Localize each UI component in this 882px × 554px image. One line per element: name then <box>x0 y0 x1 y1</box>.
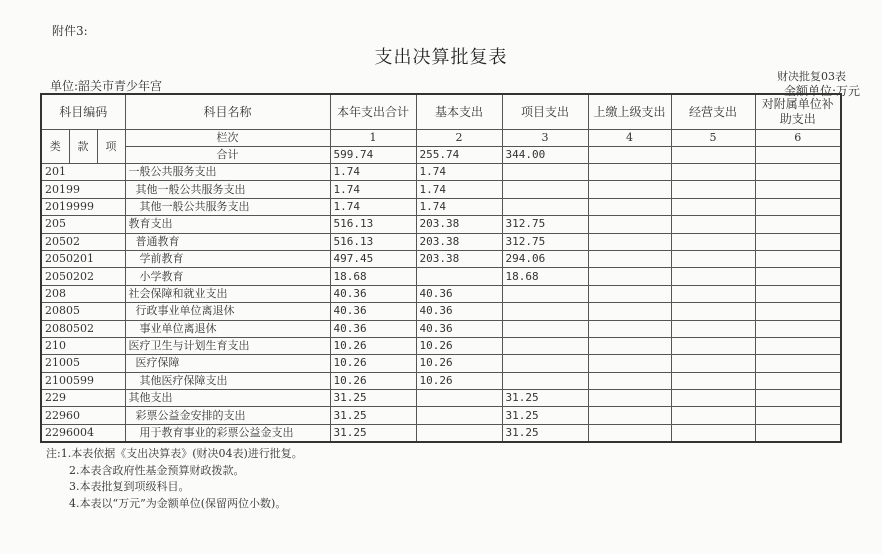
cell-project: 312.75 <box>502 216 588 233</box>
cell-business <box>671 164 755 181</box>
table-row <box>41 233 841 250</box>
subject-code: 21005 <box>41 355 125 372</box>
note-item: 4.本表以“万元”为金额单位(保留两位小数)。 <box>69 496 287 510</box>
cell-total: 10.26 <box>330 355 416 372</box>
subject-name: 普通教育 <box>125 233 330 250</box>
cell-upper <box>588 250 671 267</box>
header-xiang: 项 <box>97 130 125 164</box>
subject-code: 205 <box>41 216 125 233</box>
table-row <box>41 337 841 354</box>
cell-upper <box>588 216 671 233</box>
table-row <box>41 407 841 424</box>
cell-basic: 1.74 <box>416 164 502 181</box>
cell-upper <box>588 181 671 198</box>
header-name: 科目名称 <box>125 94 330 130</box>
amount-unit: 金额单位:万元 <box>783 84 860 98</box>
cell-subsidy <box>755 407 841 424</box>
header-business: 经营支出 <box>671 94 755 130</box>
cell-upper <box>588 303 671 320</box>
cell-upper <box>588 337 671 354</box>
subject-name: 其他支出 <box>125 390 330 407</box>
col-number: 4 <box>588 130 671 147</box>
cell-total: 1.74 <box>330 164 416 181</box>
total-project: 344.00 <box>502 147 588 164</box>
cell-project <box>502 320 588 337</box>
subject-name: 一般公共服务支出 <box>125 164 330 181</box>
subject-name: 学前教育 <box>125 250 330 267</box>
cell-subsidy <box>755 216 841 233</box>
subject-code: 2100599 <box>41 372 125 389</box>
cell-upper <box>588 233 671 250</box>
subject-name: 用于教育事业的彩票公益金支出 <box>125 424 330 442</box>
note-item: 2.本表含政府性基金预算财政拨款。 <box>69 463 245 477</box>
subject-code: 2050202 <box>41 268 125 285</box>
cell-subsidy <box>755 181 841 198</box>
cell-total: 497.45 <box>330 250 416 267</box>
cell-subsidy <box>755 337 841 354</box>
cell-upper <box>588 407 671 424</box>
cell-basic: 203.38 <box>416 233 502 250</box>
header-code: 科目编码 <box>41 94 125 130</box>
cell-project: 31.25 <box>502 407 588 424</box>
page-title: 支出决算批复表 <box>374 47 508 68</box>
column-number-row <box>41 130 841 147</box>
cell-business <box>671 337 755 354</box>
subject-code: 210 <box>41 337 125 354</box>
cell-total: 40.36 <box>330 285 416 302</box>
table-row <box>41 372 841 389</box>
table-row <box>41 303 841 320</box>
cell-business <box>671 216 755 233</box>
cell-business <box>671 233 755 250</box>
subject-code: 2019999 <box>41 198 125 215</box>
cell-subsidy <box>755 355 841 372</box>
expenditure-table <box>40 93 842 443</box>
table-row <box>41 164 841 181</box>
cell-business <box>671 198 755 215</box>
cell-business <box>671 303 755 320</box>
cell-basic: 10.26 <box>416 372 502 389</box>
total-basic: 255.74 <box>416 147 502 164</box>
cell-upper <box>588 198 671 215</box>
lanci-label: 栏次 <box>125 130 330 147</box>
subject-name: 教育支出 <box>125 216 330 233</box>
cell-subsidy <box>755 372 841 389</box>
cell-project <box>502 181 588 198</box>
cell-total: 31.25 <box>330 407 416 424</box>
cell-business <box>671 181 755 198</box>
table-row <box>41 320 841 337</box>
cell-project: 18.68 <box>502 268 588 285</box>
col-number: 2 <box>416 130 502 147</box>
subject-name: 其他一般公共服务支出 <box>125 198 330 215</box>
subject-code: 20199 <box>41 181 125 198</box>
cell-upper <box>588 164 671 181</box>
subject-name: 彩票公益金安排的支出 <box>125 407 330 424</box>
total-row <box>41 147 841 164</box>
col-number: 5 <box>671 130 755 147</box>
col-number: 1 <box>330 130 416 147</box>
cell-business <box>671 250 755 267</box>
header-total: 本年支出合计 <box>330 94 416 130</box>
table-row <box>41 198 841 215</box>
subject-name: 其他一般公共服务支出 <box>125 181 330 198</box>
header-basic: 基本支出 <box>416 94 502 130</box>
header-lei: 类 <box>41 130 69 164</box>
subject-code: 229 <box>41 390 125 407</box>
col-number: 3 <box>502 130 588 147</box>
cell-basic: 1.74 <box>416 181 502 198</box>
subject-code: 20805 <box>41 303 125 320</box>
subject-name: 小学教育 <box>125 268 330 285</box>
total-label: 合计 <box>125 147 330 164</box>
cell-project <box>502 372 588 389</box>
cell-subsidy <box>755 320 841 337</box>
cell-project: 31.25 <box>502 424 588 442</box>
cell-business <box>671 424 755 442</box>
cell-basic: 40.36 <box>416 285 502 302</box>
note-item: 3.本表批复到项级科目。 <box>69 480 190 494</box>
subject-name: 医疗保障 <box>125 355 330 372</box>
cell-project: 31.25 <box>502 390 588 407</box>
cell-upper <box>588 320 671 337</box>
header-subsidy: 对附属单位补助支出 <box>755 94 841 130</box>
cell-project <box>502 164 588 181</box>
table-row <box>41 285 841 302</box>
note-item: 注:1.本表依据《支出决算表》(财决04表)进行批复。 <box>46 447 303 460</box>
cell-subsidy <box>755 250 841 267</box>
subject-code: 20502 <box>41 233 125 250</box>
cell-subsidy <box>755 268 841 285</box>
total-business <box>671 147 755 164</box>
attachment-label: 附件3: <box>52 24 88 38</box>
cell-total: 516.13 <box>330 233 416 250</box>
cell-business <box>671 268 755 285</box>
subject-name: 社会保障和就业支出 <box>125 285 330 302</box>
cell-project: 294.06 <box>502 250 588 267</box>
col-number: 6 <box>755 130 841 147</box>
cell-project <box>502 285 588 302</box>
table-row <box>41 390 841 407</box>
cell-total: 516.13 <box>330 216 416 233</box>
cell-total: 1.74 <box>330 198 416 215</box>
subject-name: 医疗卫生与计划生育支出 <box>125 337 330 354</box>
table-row <box>41 355 841 372</box>
cell-basic: 203.38 <box>416 216 502 233</box>
subject-code: 2050201 <box>41 250 125 267</box>
cell-upper <box>588 390 671 407</box>
cell-upper <box>588 424 671 442</box>
cell-basic: 10.26 <box>416 337 502 354</box>
cell-basic <box>416 424 502 442</box>
cell-basic: 203.38 <box>416 250 502 267</box>
form-number: 财决批复03表 <box>777 70 846 83</box>
cell-business <box>671 390 755 407</box>
cell-total: 10.26 <box>330 337 416 354</box>
cell-subsidy <box>755 233 841 250</box>
table-row <box>41 250 841 267</box>
cell-basic <box>416 268 502 285</box>
cell-basic: 1.74 <box>416 198 502 215</box>
cell-total: 31.25 <box>330 390 416 407</box>
total-subsidy <box>755 147 841 164</box>
cell-project <box>502 198 588 215</box>
cell-project <box>502 337 588 354</box>
cell-subsidy <box>755 303 841 320</box>
table-row <box>41 181 841 198</box>
cell-project: 312.75 <box>502 233 588 250</box>
subject-code: 208 <box>41 285 125 302</box>
cell-basic: 10.26 <box>416 355 502 372</box>
subject-code: 2080502 <box>41 320 125 337</box>
unit-name: 单位:韶关市青少年宫 <box>50 79 163 93</box>
cell-subsidy <box>755 164 841 181</box>
table-row <box>41 268 841 285</box>
cell-upper <box>588 285 671 302</box>
cell-basic <box>416 407 502 424</box>
cell-project <box>502 303 588 320</box>
table-row <box>41 424 841 442</box>
cell-total: 40.36 <box>330 303 416 320</box>
cell-total: 40.36 <box>330 320 416 337</box>
footnotes <box>46 446 303 512</box>
header-project: 项目支出 <box>502 94 588 130</box>
total-upper <box>588 147 671 164</box>
subject-name: 其他医疗保障支出 <box>125 372 330 389</box>
cell-total: 18.68 <box>330 268 416 285</box>
cell-basic <box>416 390 502 407</box>
table-row <box>41 216 841 233</box>
cell-total: 1.74 <box>330 181 416 198</box>
cell-total: 10.26 <box>330 372 416 389</box>
cell-business <box>671 285 755 302</box>
cell-business <box>671 407 755 424</box>
cell-business <box>671 320 755 337</box>
cell-subsidy <box>755 424 841 442</box>
cell-upper <box>588 268 671 285</box>
cell-basic: 40.36 <box>416 303 502 320</box>
cell-basic: 40.36 <box>416 320 502 337</box>
cell-business <box>671 372 755 389</box>
subject-code: 2296004 <box>41 424 125 442</box>
subject-name: 事业单位离退休 <box>125 320 330 337</box>
subject-name: 行政事业单位离退休 <box>125 303 330 320</box>
cell-total: 31.25 <box>330 424 416 442</box>
cell-upper <box>588 355 671 372</box>
subject-code: 201 <box>41 164 125 181</box>
cell-upper <box>588 372 671 389</box>
cell-subsidy <box>755 390 841 407</box>
total-amount: 599.74 <box>330 147 416 164</box>
cell-subsidy <box>755 285 841 302</box>
cell-project <box>502 355 588 372</box>
cell-business <box>671 355 755 372</box>
subject-code: 22960 <box>41 407 125 424</box>
header-kuan: 款 <box>69 130 97 164</box>
header-upper: 上缴上级支出 <box>588 94 671 130</box>
header-row <box>41 94 841 130</box>
cell-subsidy <box>755 198 841 215</box>
